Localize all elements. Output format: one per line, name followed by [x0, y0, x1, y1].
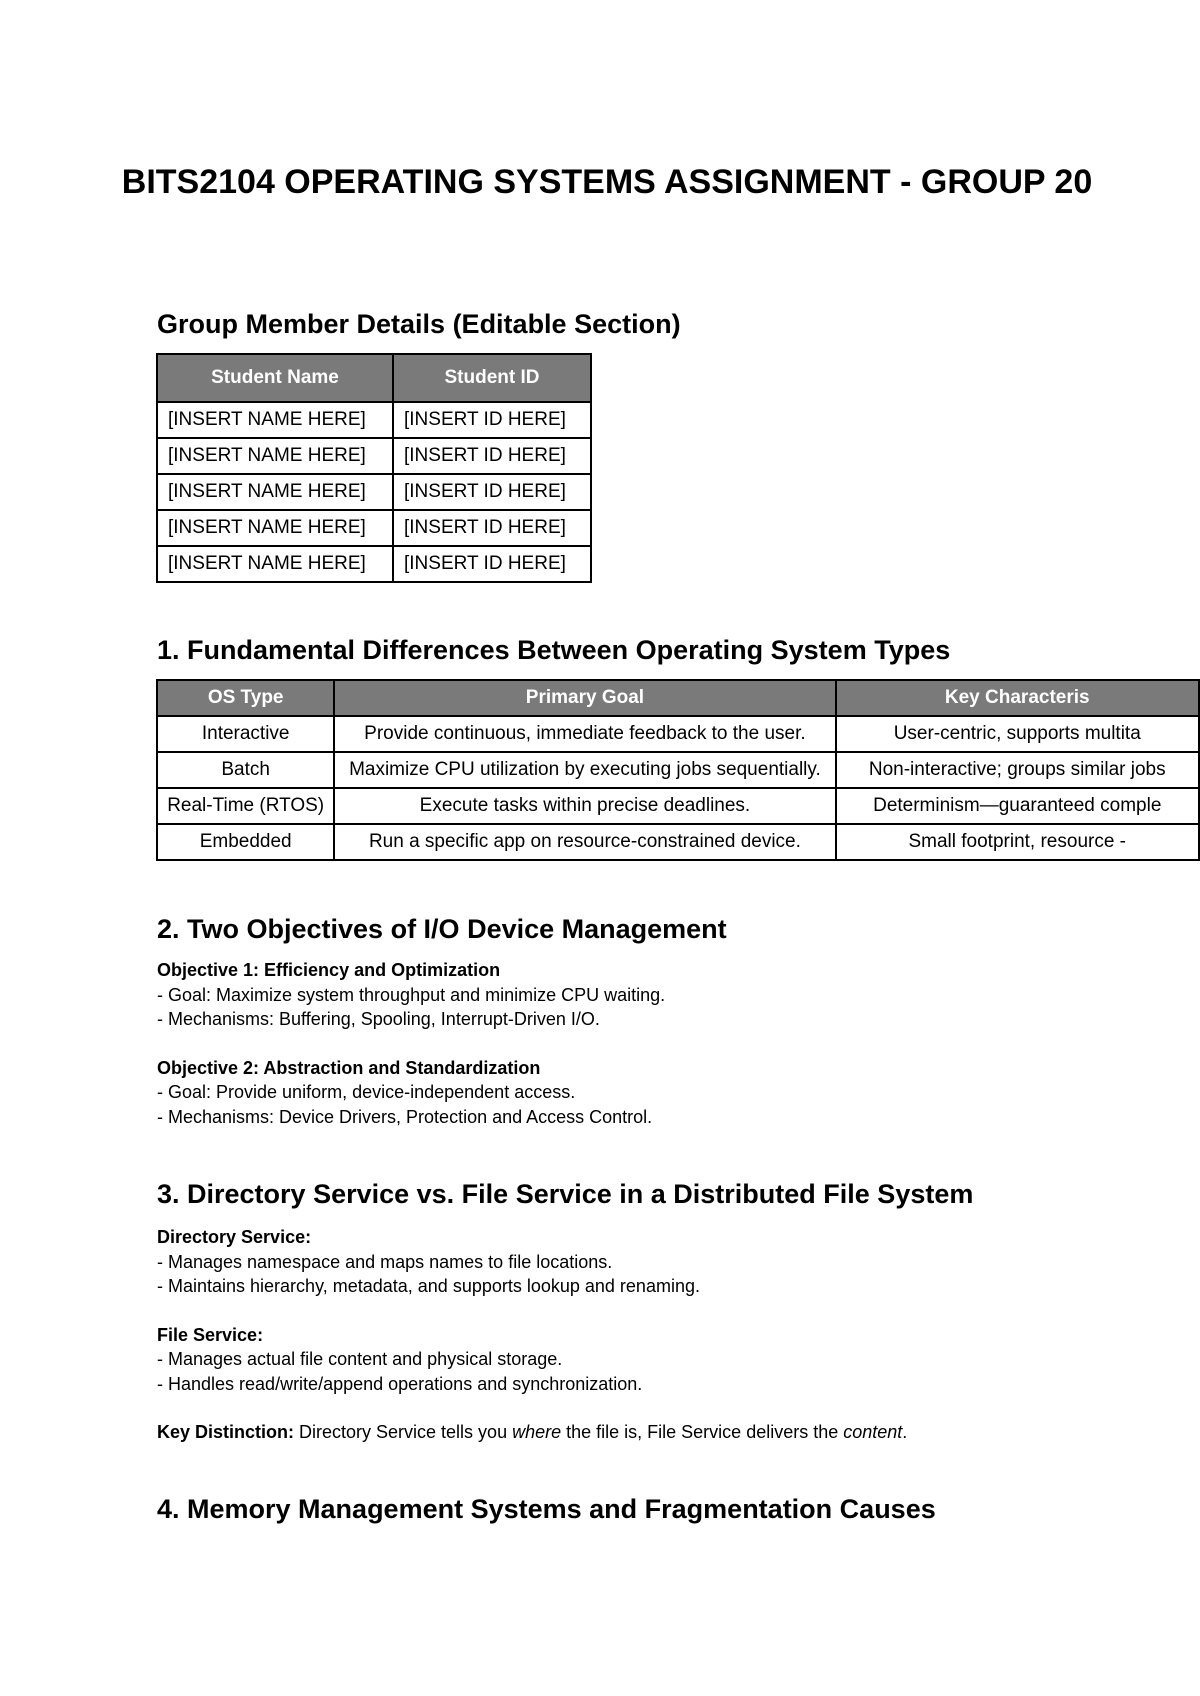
file-service-line: - Handles read/write/append operations and synchronization. — [157, 1373, 643, 1394]
key-characteristics-cell: Determinism—guaranteed comple — [836, 788, 1200, 824]
column-header-student-name: Student Name — [157, 354, 393, 402]
column-header-key-characteristics: Key Characteris — [836, 680, 1200, 716]
primary-goal-cell: Execute tasks within precise deadlines. — [334, 788, 835, 824]
student-id-cell[interactable]: [INSERT ID HERE] — [393, 438, 591, 474]
io-objectives-block — [157, 958, 665, 1129]
key-distinction-text: Directory Service tells you — [294, 1422, 513, 1442]
column-header-student-id: Student ID — [393, 354, 591, 402]
objective2-mechanisms: - Mechanisms: Device Drivers, Protection and Access Control. — [157, 1106, 653, 1127]
directory-service-title: Directory Service: — [157, 1227, 312, 1247]
directory-service-line: - Maintains hierarchy, metadata, and supports lookup and renaming. — [157, 1276, 700, 1296]
os-type-cell: Real-Time (RTOS) — [157, 788, 334, 824]
student-name-cell[interactable]: [INSERT NAME HERE] — [157, 546, 393, 582]
objective1-goal: - Goal: Maximize system throughput and minimize CPU waiting. — [157, 984, 666, 1005]
section3-heading: 3. Directory Service vs. File Service in a Distributed File System — [157, 1179, 974, 1209]
os-header-row — [157, 680, 1199, 716]
key-distinction-text: the file is, File Service delivers the — [561, 1422, 844, 1442]
document-title: BITS2104 OPERATING SYSTEMS ASSIGNMENT - GROUP 20 — [121, 163, 1093, 201]
os-type-cell: Embedded — [157, 824, 334, 860]
os-type-cell: Batch — [157, 752, 334, 788]
table-row — [157, 546, 591, 582]
student-id-cell[interactable]: [INSERT ID HERE] — [393, 546, 591, 582]
key-distinction-text: . — [902, 1422, 908, 1442]
student-id-cell[interactable]: [INSERT ID HERE] — [393, 510, 591, 546]
objective2-goal: - Goal: Provide uniform, device-independent access. — [157, 1082, 576, 1102]
key-characteristics-cell: Small footprint, resource - — [836, 824, 1200, 860]
objective1-mechanisms: - Mechanisms: Buffering, Spooling, Interrupt-Driven I/O. — [157, 1009, 600, 1029]
key-distinction-emphasis: content — [843, 1422, 903, 1442]
file-service-title: File Service: — [157, 1324, 264, 1345]
section1-heading: 1. Fundamental Differences Between Operating System Types — [157, 635, 951, 665]
table-row — [157, 824, 1199, 860]
column-header-primary-goal: Primary Goal — [334, 680, 835, 716]
student-name-cell[interactable]: [INSERT NAME HERE] — [157, 510, 393, 546]
student-id-cell[interactable]: [INSERT ID HERE] — [393, 402, 591, 438]
key-distinction-emphasis: where — [512, 1422, 562, 1442]
student-id-cell[interactable]: [INSERT ID HERE] — [393, 474, 591, 510]
column-header-os-type: OS Type — [157, 680, 334, 716]
section4-heading: 4. Memory Management Systems and Fragmentation Causes — [157, 1494, 936, 1524]
directory-service-line: - Manages namespace and maps names to file locations. — [157, 1251, 613, 1272]
table-row — [157, 474, 591, 510]
objective2-title: Objective 2: Abstraction and Standardization — [157, 1057, 541, 1078]
table-row — [157, 752, 1199, 788]
table-row — [157, 438, 591, 474]
table-row — [157, 510, 591, 546]
student-name-cell[interactable]: [INSERT NAME HERE] — [157, 402, 393, 438]
section2-heading: 2. Two Objectives of I/O Device Management — [157, 914, 727, 944]
key-distinction-label: Key Distinction: — [157, 1422, 295, 1442]
table-row — [157, 716, 1199, 752]
primary-goal-cell: Provide continuous, immediate feedback to the user. — [334, 716, 835, 752]
student-name-cell[interactable]: [INSERT NAME HERE] — [157, 474, 393, 510]
table-row — [157, 402, 591, 438]
os-types-table — [156, 679, 1200, 861]
objective1-title: Objective 1: Efficiency and Optimization — [157, 960, 501, 980]
key-distinction — [157, 1420, 907, 1445]
primary-goal-cell: Run a specific app on resource-constrained device. — [334, 824, 835, 860]
members-header-row — [157, 354, 591, 402]
primary-goal-cell: Maximize CPU utilization by executing jobs sequentially. — [334, 752, 835, 788]
table-row — [157, 788, 1199, 824]
file-service-line: - Manages actual file content and physical storage. — [157, 1349, 563, 1369]
dfs-services-block — [157, 1225, 907, 1445]
key-characteristics-cell: User-centric, supports multita — [836, 716, 1200, 752]
os-type-cell: Interactive — [157, 716, 334, 752]
members-heading: Group Member Details (Editable Section) — [157, 309, 681, 339]
members-table — [156, 353, 592, 583]
key-characteristics-cell: Non-interactive; groups similar jobs — [836, 752, 1200, 788]
student-name-cell[interactable]: [INSERT NAME HERE] — [157, 438, 393, 474]
